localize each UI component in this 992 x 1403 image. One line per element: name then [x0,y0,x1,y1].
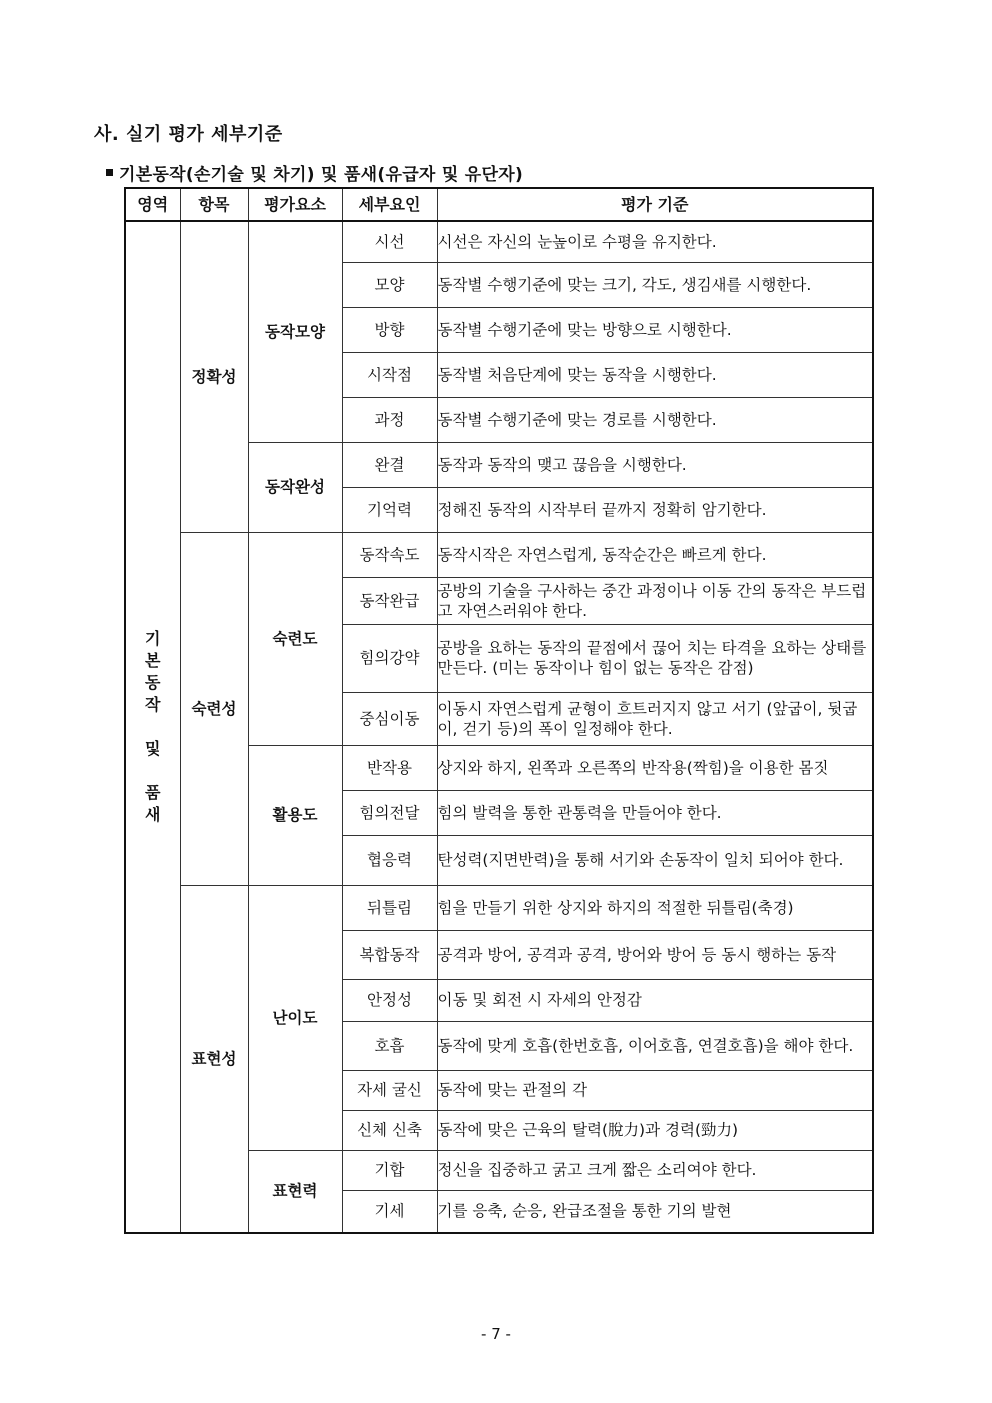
header-standard: 평가 기준 [437,188,873,221]
table-row [125,532,873,577]
element-cell: 숙련도 [248,532,342,745]
factor-cell: 완결 [342,442,437,487]
factor-cell: 시선 [342,221,437,262]
standard-cell: 상지와 하지, 왼쪽과 오른쪽의 반작용(짝힘)을 이용한 몸짓 [437,745,873,790]
factor-cell: 반작용 [342,745,437,790]
standard-cell: 공격과 방어, 공격과 공격, 방어와 방어 등 동시 행하는 동작 [437,930,873,979]
factor-cell: 안정성 [342,979,437,1021]
factor-cell: 동작완급 [342,577,437,624]
factor-cell: 힘의강약 [342,624,437,692]
standard-cell: 동작별 수행기준에 맞는 경로를 시행한다. [437,397,873,442]
standard-cell: 시선은 자신의 눈높이로 수평을 유지한다. [437,221,873,262]
factor-cell: 자세 굴신 [342,1070,437,1110]
standard-cell: 힘의 발력을 통한 관통력을 만들어야 한다. [437,790,873,835]
factor-cell: 기합 [342,1150,437,1190]
factor-cell: 모양 [342,262,437,307]
standard-cell: 공방의 기술을 구사하는 중간 과정이나 이동 간의 동작은 부드럽고 자연스러워야 한다. [437,577,873,624]
page-number: - 7 - [481,1325,511,1343]
standard-cell: 동작시작은 자연스럽게, 동작순간은 빠르게 한다. [437,532,873,577]
standard-cell: 동작별 처음단계에 맞는 동작을 시행한다. [437,352,873,397]
standard-cell: 공방을 요하는 동작의 끝점에서 끊어 치는 타격을 요하는 상태를 만든다. (미는 동작이나 힘이 없는 동작은 감점) [437,624,873,692]
area-cell [125,221,180,1233]
standard-cell: 기를 응축, 순응, 완급조절을 통한 기의 발현 [437,1190,873,1233]
standard-cell: 동작에 맞게 호흡(한번호흡, 이어호흡, 연결호흡)을 해야 한다. [437,1021,873,1070]
element-cell: 난이도 [248,885,342,1150]
factor-cell: 중심이동 [342,692,437,745]
element-cell: 동작모양 [248,221,342,442]
square-bullet-icon [106,169,113,176]
element-cell: 표현력 [248,1150,342,1233]
standard-cell: 동작별 수행기준에 맞는 크기, 각도, 생김새를 시행한다. [437,262,873,307]
evaluation-criteria-table [124,187,874,1234]
area-label: 기 본 동 작 및 품 새 [145,629,161,824]
item-cell: 정확성 [180,221,248,532]
standard-cell: 정해진 동작의 시작부터 끝까지 정확히 암기한다. [437,487,873,532]
header-item: 항목 [180,188,248,221]
factor-cell: 방향 [342,307,437,352]
standard-cell: 동작별 수행기준에 맞는 방향으로 시행한다. [437,307,873,352]
factor-cell: 기세 [342,1190,437,1233]
standard-cell: 동작과 동작의 맺고 끊음을 시행한다. [437,442,873,487]
factor-cell: 신체 신축 [342,1110,437,1150]
factor-cell: 뒤틀림 [342,885,437,930]
table-header-row [125,188,873,221]
factor-cell: 호흡 [342,1021,437,1070]
header-element: 평가요소 [248,188,342,221]
factor-cell: 협응력 [342,835,437,885]
header-factor: 세부요인 [342,188,437,221]
factor-cell: 시작점 [342,352,437,397]
table-caption [106,160,523,185]
item-cell: 숙련성 [180,532,248,885]
table-row [125,221,873,262]
factor-cell: 복합동작 [342,930,437,979]
table-row [125,885,873,930]
element-cell: 동작완성 [248,442,342,532]
standard-cell: 동작에 맞는 관절의 각 [437,1070,873,1110]
section-heading: 사. 실기 평가 세부기준 [94,124,283,145]
factor-cell: 힘의전달 [342,790,437,835]
header-area: 영역 [125,188,180,221]
factor-cell: 기억력 [342,487,437,532]
standard-cell: 힘을 만들기 위한 상지와 하지의 적절한 뒤틀림(축경) [437,885,873,930]
standard-cell: 동작에 맞은 근육의 탈력(脫力)과 경력(勁力) [437,1110,873,1150]
factor-cell: 과정 [342,397,437,442]
standard-cell: 탄성력(지면반력)을 통해 서기와 손동작이 일치 되어야 한다. [437,835,873,885]
factor-cell: 동작속도 [342,532,437,577]
standard-cell: 이동 및 회전 시 자세의 안정감 [437,979,873,1021]
table-caption-text: 기본동작(손기술 및 차기) 및 품새(유급자 및 유단자) [119,165,524,185]
standard-cell: 정신을 집중하고 굵고 크게 짧은 소리여야 한다. [437,1150,873,1190]
element-cell: 활용도 [248,745,342,885]
item-cell: 표현성 [180,885,248,1233]
standard-cell: 이동시 자연스럽게 균형이 흐트러지지 않고 서기 (앞굽이, 뒷굽이, 걷기 등)의 폭이 일정해야 한다. [437,692,873,745]
